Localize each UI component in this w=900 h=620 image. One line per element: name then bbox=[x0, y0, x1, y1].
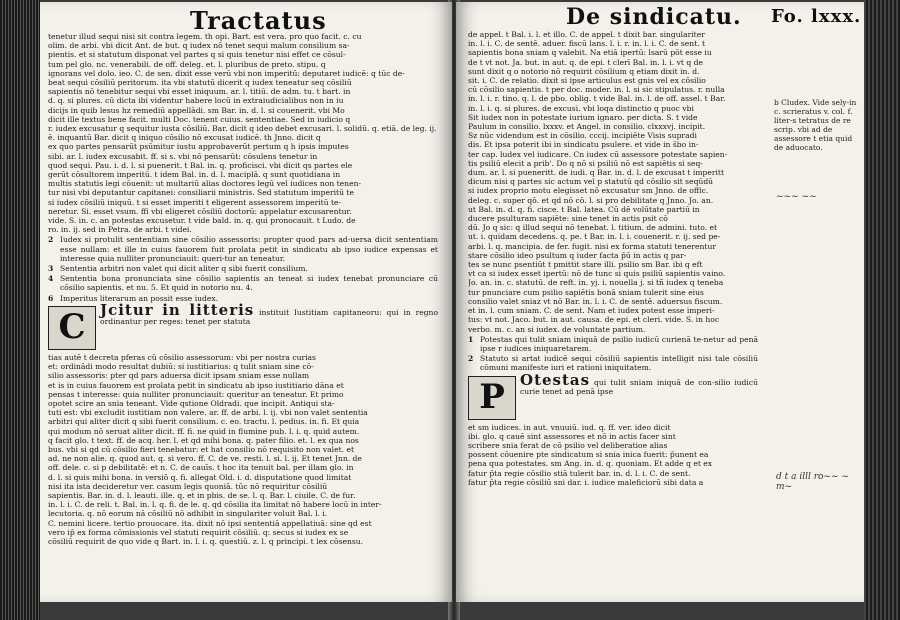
left-page-edges bbox=[0, 0, 40, 620]
right-text-column bbox=[468, 30, 758, 487]
item-text: Statuto si artat iudicē sequi cōsiliū sapientis intelligit nisi tale cōsiliū cōmuni manifeste iuri et rationi iniquitatem. bbox=[480, 354, 758, 373]
text-line: Sit iudex non in potestate iurium ignaro. per dicta. S. t vide bbox=[468, 112, 698, 122]
text-line: tur nisi vbi deputantur capitanei: consiliarii ministris. Sed statutum imperitū te bbox=[48, 188, 354, 198]
text-line: ibi. glo. q cauē sint assessores et nō in actis facer sint bbox=[468, 431, 676, 441]
text-line: in. l. i. q. si plures. de excusi. vbi loqa distinctio q puoc vbi bbox=[468, 103, 694, 113]
text-line: sunt dixit q o notorio nō requirit cōsilium q etiam dixit in. d. bbox=[468, 66, 700, 76]
text-line: ut Bal. in. d. q. fi. cisce. t Bal. latea. Cū dē volūtate partiū in bbox=[468, 204, 700, 214]
text-line: sapientis bona sniam q valebit. Na etiā ipertū: lsarū pōt esse iu bbox=[468, 48, 712, 58]
text-line: olim. de arbi. vbi dicit Ant. de but. q iudex nō tenet sequi malum consilium sa- bbox=[48, 41, 350, 51]
right-section-head bbox=[468, 370, 758, 420]
text-line: dū. Jo q sic: q illud sequi nō tenebat. l. titium. de admini. tuto. et bbox=[468, 223, 718, 233]
text-line: beat sequi cōsiliū peritorum. ita vbi statutū dicerit q iudex teneatur seq cōsiliū bbox=[48, 78, 352, 88]
left-page bbox=[40, 2, 452, 602]
text-line: ducere psulturam sapiēte: sine tenet in actis psit cō bbox=[468, 214, 668, 224]
handwritten-annotation-1: ~~~ ~~ bbox=[776, 192, 817, 202]
left-text-column bbox=[48, 32, 438, 546]
item-text: Potestas qui tulit sniam iniquā de psilio iudicū curienā te-netur ad penā ipse r iudices iniquaretarem. bbox=[480, 334, 758, 353]
item-number: 4 bbox=[48, 274, 54, 284]
text-line: in. l. i. C. de reli. t. Bal. in. l. q. fi. de le. q. qd cōsilia ita limitat nō habere locū in inter- bbox=[48, 500, 382, 510]
text-line: d. l. si quis mihi bona. in versiō q. fi. allegat Old. i. d. disputatione quod limitat bbox=[48, 472, 352, 482]
text-line: fatur p̄ta regie cōsiliū sni dar. i. iudice maleficiorū sibi data a bbox=[468, 477, 704, 487]
text-line: ter cap. ludex vel iudicare. Cn iudex cū assessore potestate sapien- bbox=[468, 149, 728, 159]
text-line: pientis. et si statutum disponat vel partes q si quis tenetur nisi effet ce cōsul- bbox=[48, 50, 346, 60]
numbered-item bbox=[468, 354, 758, 372]
text-line: neretur. Si. esset vsum. ffi vbi eligeret cōsiliū doctorū: appelatur excusarentur. bbox=[48, 206, 352, 216]
text-line: tum pel glo. nc. venerabili. de off. deleg. et. l. pluribus de preto. stipu. q bbox=[48, 59, 326, 69]
text-line: in. l. i. r. tino. q. l. de pbo. oblig. t vide Bal. in. l. de off. assel. t Bar. bbox=[468, 94, 726, 104]
item-number: 2 bbox=[468, 354, 474, 364]
text-line: ad. ne non alie. q. quod aut. q. si vero. ff. C. de ve. resti. l. si. l. ij. Et tenet Jnn. de bbox=[48, 454, 362, 464]
item-text: Imperitus literarum an possit esse iudex. bbox=[60, 293, 219, 303]
text-line: deleg. c. super qō. et qd nō cō. l. si pro debilitate q Jnno. Jo. an. bbox=[468, 195, 714, 205]
text-line: ē. inquantū Bar. dicit q iniquo cōsilio nō excusat iudicē. th Jnno. dicit q bbox=[48, 133, 321, 143]
text-line: quod sequi. Pau. i. d. l. si puenerit. t Bal. in. q. proficisci. vbi dicit qs partes ele bbox=[48, 160, 353, 170]
text-line: q facit glo. t text. ff. de acq. her. l. et qd mihi bona. q. pater filio. et. l. ex qua nos bbox=[48, 435, 359, 445]
text-line: sapientis. Bar. in. d. l. leauti. ille. q. et in pbis. de se. l. q. Bar. l. ciuile. C. de fur. bbox=[48, 490, 356, 500]
item-number: 6 bbox=[48, 293, 54, 303]
right-page bbox=[456, 2, 864, 602]
text-line: tias autē t decreta pferas cū cōsilio assessorum: vbi per nostra curias bbox=[48, 352, 316, 362]
right-decorated-initial: P bbox=[468, 376, 516, 420]
right-main-block bbox=[468, 30, 758, 334]
left-numbered-items bbox=[48, 235, 438, 302]
left-section-heading: Jcitur in litteris bbox=[100, 300, 255, 319]
text-line: ro. in. ij. sed in Petra. de arbi. t videi. bbox=[48, 225, 192, 235]
text-line: off. dele. c. si p debilitatē: et n. C. de cauīs. t hoc ita tenuit bal. per illam glo. in bbox=[48, 463, 354, 473]
text-line: tis psiliū elecit a prib'. Do q nō si psiliū nō est sapiētis si seq- bbox=[468, 158, 703, 168]
text-line: tus: vt not. Jaco. but. in aut. causa. de epi. et cleri. vide. S. in hoc bbox=[468, 315, 720, 325]
text-line: stare cōsilio ideo psultum q iuder facta p̄ū in actis q par- bbox=[468, 250, 687, 260]
text-line: ut. i. quidam decedens. q. pe. t Bar. in. l. i. couenerit. r. ij. sed pe- bbox=[468, 232, 721, 242]
text-line: et in. l. cum sniam. C. de sent. Nam et iudex potest esse imperi- bbox=[468, 306, 715, 316]
item-text: Sententia arbitri non valet qui dicit aliter q sibi fuerit consilium. bbox=[60, 264, 308, 274]
numbered-item bbox=[48, 235, 438, 263]
text-line: in. l. i. C. de sentē. aduer. fiscū lans. l. i. r. in. l. i. C. de sent. t bbox=[468, 39, 706, 49]
left-decorated-initial: C bbox=[48, 306, 96, 350]
text-line: sapientis nō tenebitur sequi vbi esset iniquum. ar. l. titiū. de adm. tu. t bart. in bbox=[48, 87, 351, 97]
text-line: sibi. ar. l. iudex excusabit. ff. si s. vbi nō pensarūt: cōsulens tenetur in bbox=[48, 151, 318, 161]
text-line: et is in cuius fauorem est prolata petit in sindicatu ab ipso iustitiario dāna et bbox=[48, 380, 344, 390]
text-line: nisi ita ista decideretur ver. casum legis quoniā. tūc nō requiritur cōsiliū bbox=[48, 481, 328, 491]
text-line: silio assessoris: pter qd pars aduersa dicit ipsam sniam esse nullam bbox=[48, 371, 310, 381]
text-line: tes se nunc psentiūt t pmittit stare illi. psilio sm Bar. ibi q eft bbox=[468, 260, 703, 270]
text-line: vide. S. in. c. an potestas excusetur. t vide bald. in. q. qui pronocauit. t Ludo. de bbox=[48, 216, 356, 226]
text-line: si iudex proprio motu elegisset nō excusatur sm Jnno. de offic. bbox=[468, 186, 709, 196]
right-body-block bbox=[468, 423, 758, 487]
text-line: pena qua potestates. sm Ang. in. d. q. quoniam. Et adde q et ex bbox=[468, 459, 713, 469]
text-line: et: ordinādi modo resultat dubiū: si iustitiarius: q tulit sniam sine cō- bbox=[48, 362, 314, 372]
text-line: tur pnunciare cum psilio sapiētis bonā sniam tulerit sine eius bbox=[468, 287, 704, 297]
text-line: Jo. an. in. c. statutū. de reft. in. yj. i. nouella j. si tñ iudex q teneba bbox=[468, 278, 724, 288]
right-marginal-note: b Cludex. Vide sely-in c. scrieratus v. col. f. liter-s tetratus de re scrip. vbi ad de assessore t etia quid de aduocato. bbox=[774, 98, 857, 152]
left-body-block bbox=[48, 353, 438, 546]
right-section-heading-tail: qui tulit sniam iniquā de con-silio iudicū curie tenet ad penā ipse bbox=[520, 377, 758, 396]
text-line: vt ca si iudex esset ipertū: nō de tunc si quis psiliū sapientis vaino. bbox=[468, 269, 726, 279]
text-line: tuti est: vbi excludit iustitiam non valere. ar. ff. de arbi. l. ij. vbi non valet sententia bbox=[48, 408, 368, 418]
text-line: C. nemini licere. tertio prouocare. ita. dixit nō ipsi sententiā appellatiuā: sine qd est bbox=[48, 518, 372, 528]
text-line: arbi. l. q. mancipia. de fer. fugit. nisi ex forma statuti tenerentur bbox=[468, 241, 716, 251]
text-line: cū cōsilio sapientis. t per doc. moder. in. l. si sic stipulatus. r. nulla bbox=[468, 85, 725, 95]
text-line: ex quo partes pensarūt psūmitur iustu approbaverūt pertum q h ipsis imputes bbox=[48, 142, 349, 152]
item-text: Sententia bona pronunciata sine cōsilio sapientis an teneat si iudex tenebat pronunciare cū cōsilio sapientis. et nu. 5. Et quid in notorio nu. 4. bbox=[60, 274, 438, 293]
text-line: tenetur illud sequi nisi sit contra legem. th opi. Bart. est vera. pro quo facit. c. cu bbox=[48, 32, 362, 41]
text-line: dicijs in quib lesus hz remediū appellādi. sm Bar. in. d. l. si couenerit. vbi Mo bbox=[48, 105, 345, 115]
text-line: bus. vbi si qd cū cōsilio fieri tenebatur: et hat consilio nō requisito non valet. et bbox=[48, 444, 354, 454]
text-line: possent cōuenire pte sindicatum si snia inica fuerit: p̄unent ea bbox=[468, 450, 709, 460]
left-section-head bbox=[48, 300, 439, 350]
text-line: r. iudex excusatur q sequitur iusta cōsiliū. Bar. dicit q ideo debet excusari. l. solidū. q. etiā. de leg. ij. bbox=[48, 124, 437, 134]
text-line: qui modum nō seruat aliter dicit. ff. fi. ne quid in flumine pub. l. i. q. quid autem. bbox=[48, 426, 360, 436]
right-numbered-items bbox=[468, 335, 758, 373]
left-intro-block bbox=[48, 32, 438, 234]
text-line: dicum nisi q partes sic actum vel p statutū qd cōsilio sit seqūdū bbox=[468, 177, 714, 187]
text-line: gerūt cōsultorem imperitū. t idem Bal. in. d. l. maciplā. q sunt quotidiana in bbox=[48, 170, 341, 180]
text-line: arbitri qui aliter dicit q sibi fuerit consilium. c. eo. tractu. l. pedius. in. fi. Et quia bbox=[48, 417, 360, 427]
text-line: d. q. si plures. cū dicta ibi videntur habere locū in extraiudicialibus non in iu bbox=[48, 96, 344, 106]
text-line: opotet scire an snia teneant. Vide qstione Oldradi. que incipit. Antiqui sta- bbox=[48, 398, 335, 408]
item-number: 3 bbox=[48, 264, 54, 274]
text-line: Paulum in consilio. lxxxv. et Angel. in consilio. clxxxvj. incipit. bbox=[468, 122, 706, 132]
right-running-head: De sindicatu. bbox=[566, 4, 742, 30]
text-line: vero ip̄ ex forma cōmissionis vel statuti requirit cōsiliū. q: secus si iudex ex se bbox=[48, 527, 349, 537]
text-line: dis. Et ipsa poterit ibi in sindicatu psulere. et vide in s̄bo in- bbox=[468, 140, 699, 150]
item-number: 2 bbox=[48, 235, 54, 245]
item-text: Iudex si protulit sententiam sine cōsilio assessoris: propter quod pars ad-uersa dicit sententiam esse nullam: et ille in cuius fauorem fuit prolata petit in sindicatu ab ipso iudice expensas et interesse quia nulliter pronunciauit: queri-tur an teneatur. bbox=[60, 235, 438, 263]
text-line: lecutoria. q. nō eorum nā cōsiliū nō adhibit in singulariter voluit Bal. l. i. bbox=[48, 509, 328, 519]
text-line: ignorans vel dolo. ieo. C. de sen. dixit esse verū vbi non imperitū: deputaret iudicē: q tūc de- bbox=[48, 68, 405, 78]
left-running-head: Tractatus bbox=[190, 6, 327, 35]
text-line: verbo. m. c. an si iudex. de voluntate partium. bbox=[468, 324, 646, 334]
numbered-item bbox=[48, 274, 438, 292]
text-line: et sm iudices. in aut. vnuuiū. iud. q. ff. ver. ideo dicit bbox=[468, 422, 671, 432]
text-line: sit. i. C. de relatio. dixit si ipse articulus est gnis vel ex cōsilio bbox=[468, 76, 706, 86]
text-line: dicit ille textus bene facit. multi Doc. tenent cuius. sententiae. Sed in iudicio q bbox=[48, 114, 351, 124]
text-line: consilio valet sniaz vt nō Bar. in. l. i. C. de sentē. aduersus fiscum. bbox=[468, 296, 723, 306]
right-folio-number: Fo. lxxx. bbox=[771, 6, 862, 27]
text-line: pensas t interesse: quia nulliter pronunciauit: queritur an teneatur. Et primo bbox=[48, 389, 344, 399]
right-page-edges bbox=[864, 0, 900, 620]
numbered-item bbox=[468, 335, 758, 353]
item-number: 1 bbox=[468, 334, 474, 344]
text-line: dum. ar. l. si pueneritt. de iudi. q Bar. in. d. l. de excusat t imperitt bbox=[468, 168, 725, 178]
left-section-heading-tail: instituit Iustitiam capitaneoru: qui in regno ordinantur per reges: tenet per statuta bbox=[100, 307, 439, 327]
text-line: scribere snia ferat de cō psilio vel deliberatioe alias bbox=[468, 440, 668, 450]
right-section-heading: Otestas bbox=[520, 370, 591, 389]
handwritten-annotation-2: d t a illl ro~~ ~ m~ bbox=[776, 472, 849, 492]
text-line: cōsiliū requirit de quo vide q Bart. in. l. i. q. questiū. z. l. q principi. t lex cōsensu. bbox=[48, 536, 364, 546]
text-line: de t vt not. Ja. but. in aut. q. de epi. t clerī Bal. in. l. i. vt q de bbox=[468, 57, 703, 67]
text-line: de appel. t Bal. i. l. et illo. C. de appel. t dixit bar. singulariter bbox=[468, 30, 705, 39]
numbered-item bbox=[48, 264, 438, 273]
text-line: Sz nūc videndum est in cōsilio. cccij. incipiēte Visis supradi bbox=[468, 131, 697, 141]
text-line: fatur p̄ta regie cōsilio stiā tulerit bar. in. d. l. i. C. de sent. bbox=[468, 468, 691, 478]
text-line: si iudex cōsiliū iniquū. t si esset imperiti t eligerent assessorem imperitū te- bbox=[48, 197, 342, 207]
text-line: multis statutis legi cōuenit: ut multariū alias doctores legū vel iudices non tenen- bbox=[48, 179, 362, 189]
